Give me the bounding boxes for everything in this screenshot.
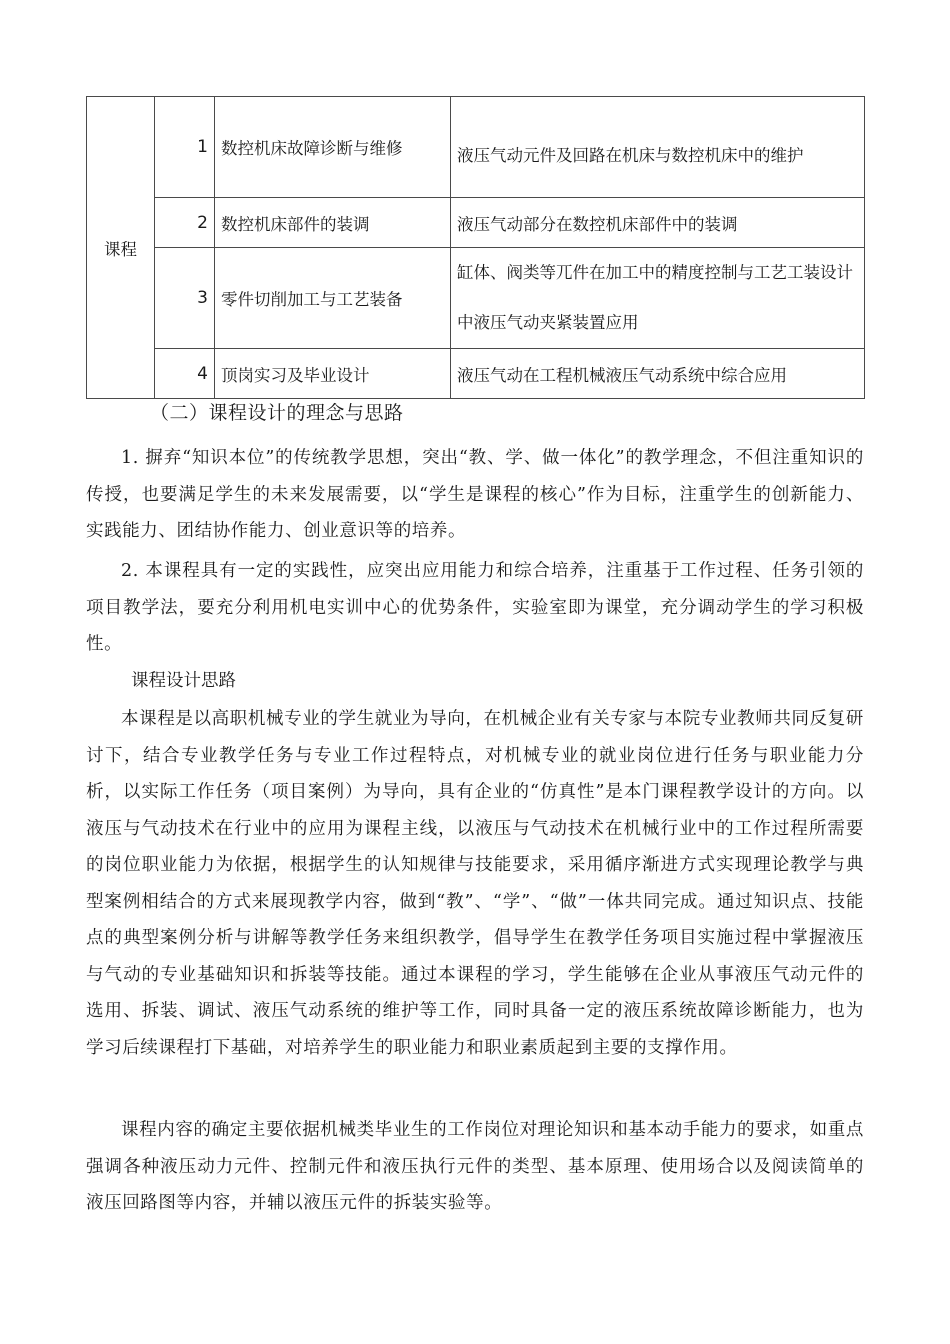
paragraph-3: 本课程是以高职机械专业的学生就业为导向，在机械企业有关专家与本院专业教师共同反复研讨下，结合专业教学任务与专业工作过程特点，对机械专业的就业岗位进行任务与职业能力分析，以实际工作任务（项目案例）为导向，具有企业的“仿真性”是本门课程教学设计的方向。以液压与气动技术在行业中的应用为课程主线，以液压与气动技术在机械行业中的工作过程所需要的岗位职业能力为依据，根据学生的认知规律与技能要求，采用循序渐进方式实现理论教学与典型案例相结合的方式来展现教学内容，做到“教”、“学”、“做”一体共同完成。通过知识点、技能点的典型案例分析与讲解等教学任务来组织教学，倡导学生在教学任务项目实施过程中掌握液压与气动的专业基础知识和拆装等技能。通过本课程的学习，学生能够在企业从事液压气动元件的选用、拆装、调试、液压气动系统的维护等工作，同时具备一定的液压系统故障诊断能力，也为学习后续课程打下基础，对培养学生的职业能力和职业素质起到主要的支撑作用。 — [86, 709, 864, 1058]
paragraph-1: 1. 摒弃“知识本位”的传统教学思想，突出“教、学、做一体化”的教学理念，不但注重知识的传授，也要满足学生的未来发展需要，以“学生是课程的核心”作为目标，注重学生的创新能力、实践能力、团结协作能力、创业意识等的培养。 — [86, 448, 864, 541]
row-number: 3 — [155, 248, 215, 349]
paragraph-4: 课程内容的确定主要依据机械类毕业生的工作岗位对理论知识和基本动手能力的要求，如重点强调各种液压动力元件、控制元件和液压执行元件的类型、基本原理、使用场合以及阅读简单的液压回路图等内容，并辅以液压元件的拆装实验等。 — [86, 1120, 864, 1213]
table-row — [87, 97, 865, 198]
paragraph-2: 2. 本课程具有一定的实践性，应突出应用能力和综合培养，注重基于工作过程、任务引领的项目教学法，要充分利用机电实训中心的优势条件，实验室即为课堂，充分调动学生的学习积极性。 — [86, 561, 864, 654]
row-number: 2 — [155, 198, 215, 248]
course-description: 液压气动元件及回路在机床与数控机床中的维护 — [451, 97, 865, 198]
section-title: （二）课程设计的理念与思路 — [150, 402, 404, 424]
table-row — [87, 349, 865, 399]
subheading: 课程设计思路 — [131, 671, 236, 691]
course-name: 数控机床故障诊断与维修 — [215, 97, 451, 198]
course-name: 零件切削加工与工艺装备 — [215, 248, 451, 349]
course-description: 液压气动部分在数控机床部件中的装调 — [451, 198, 865, 248]
row-number: 4 — [155, 349, 215, 399]
course-name: 顶岗实习及毕业设计 — [215, 349, 451, 399]
course-description: 液压气动在工程机械液压气动系统中综合应用 — [451, 349, 865, 399]
table-row — [87, 198, 865, 248]
row-number: 1 — [155, 97, 215, 198]
table-row — [87, 248, 865, 349]
course-table — [86, 96, 865, 399]
course-name: 数控机床部件的装调 — [215, 198, 451, 248]
category-cell: 课程 — [87, 97, 155, 399]
course-description: 缸体、阀类等兀件在加工中的精度控制与工艺工装设计中液压气动夹紧装置应用 — [451, 248, 865, 349]
